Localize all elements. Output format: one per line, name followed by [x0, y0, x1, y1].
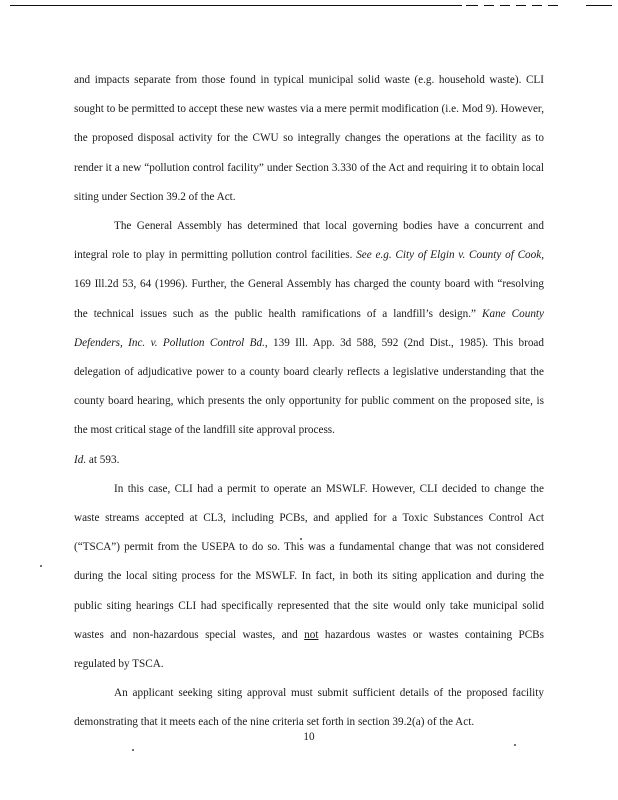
underlined-text: not [304, 628, 319, 641]
paragraph-2 [74, 212, 544, 446]
header-rule [0, 5, 618, 7]
text-run: The General Assembly has determined that local governing bodies have a concurrent and integral role to play in permitting pollution control facilities. [74, 220, 544, 262]
body-text [74, 66, 544, 738]
paragraph-4 [74, 475, 544, 679]
italic-citation: See e.g. City of Elgin v. County of Cook, [356, 249, 544, 262]
paragraph-5 [74, 679, 544, 737]
header-rule-dash [548, 5, 558, 6]
scan-speck [514, 744, 516, 746]
header-rule-dash [484, 5, 494, 6]
scan-speck [132, 749, 134, 751]
scan-speck [300, 538, 302, 540]
header-rule-solid [10, 5, 462, 6]
scan-speck [40, 565, 42, 567]
header-rule-dash [466, 5, 478, 6]
header-rule-dash [586, 5, 612, 6]
text-run: , 139 Ill. App. 3d 588, 592 (2nd Dist., 1985). This broad delegation of adjudicative power to a county board clearly reflects a legislative understanding that the county board hearing, which presents the only opportunity for public comment on the proposed site, is the most critical stage of the landfill site approval process. [74, 336, 544, 437]
paragraph-3-citation [74, 446, 544, 475]
italic-citation: Kane County Defenders, Inc. v. Pollution Control Bd. [74, 307, 544, 349]
header-rule-dash [516, 5, 526, 6]
text-run: In this case, CLI had a permit to operate an MSWLF. However, CLI decided to change the waste streams accepted at CL3, including PCBs, and applied for a Toxic Substances Control Act (“TSCA”) permit from the USEPA to do so. This was a fundamental change that was not considered during the local siting process for the MSWLF. In fact, in both its siting application and during the public siting hearings CLI had specifically represented that the site would only take municipal solid wastes and non-hazardous special wastes, and [74, 482, 544, 641]
text-run: hazardous wastes or wastes containing PCBs regulated by TSCA. [74, 628, 544, 671]
text-run: An applicant seeking siting approval must submit sufficient details of the proposed facility demonstrating that it meets each of the nine criteria set forth in section 39.2(a) of the Act. [74, 687, 544, 729]
paragraph-1 [74, 66, 544, 212]
header-rule-dash [532, 5, 542, 6]
text-run: 169 Ill.2d 53, 64 (1996). Further, the General Assembly has charged the county board with “resolving the technical issues such as the public health ramifications of a landfill’s design.” [74, 278, 544, 320]
text-run: at 593. [86, 453, 120, 466]
header-rule-dash [500, 5, 510, 6]
page-number: 10 [303, 731, 315, 743]
text-run: and impacts separate from those found in typical municipal solid waste (e.g. household waste). CLI sought to be permitted to accept these new wastes via a mere permit modification (i.e. Mod 9). However, the proposed disposal activity for the CWU so integrally changes the operations at the facility as to render it a new “pollution control facility” under Section 3.330 of the Act and requiring it to obtain local siting under Section 39.2 of the Act. [74, 74, 544, 203]
italic-citation: Id. [74, 453, 87, 466]
